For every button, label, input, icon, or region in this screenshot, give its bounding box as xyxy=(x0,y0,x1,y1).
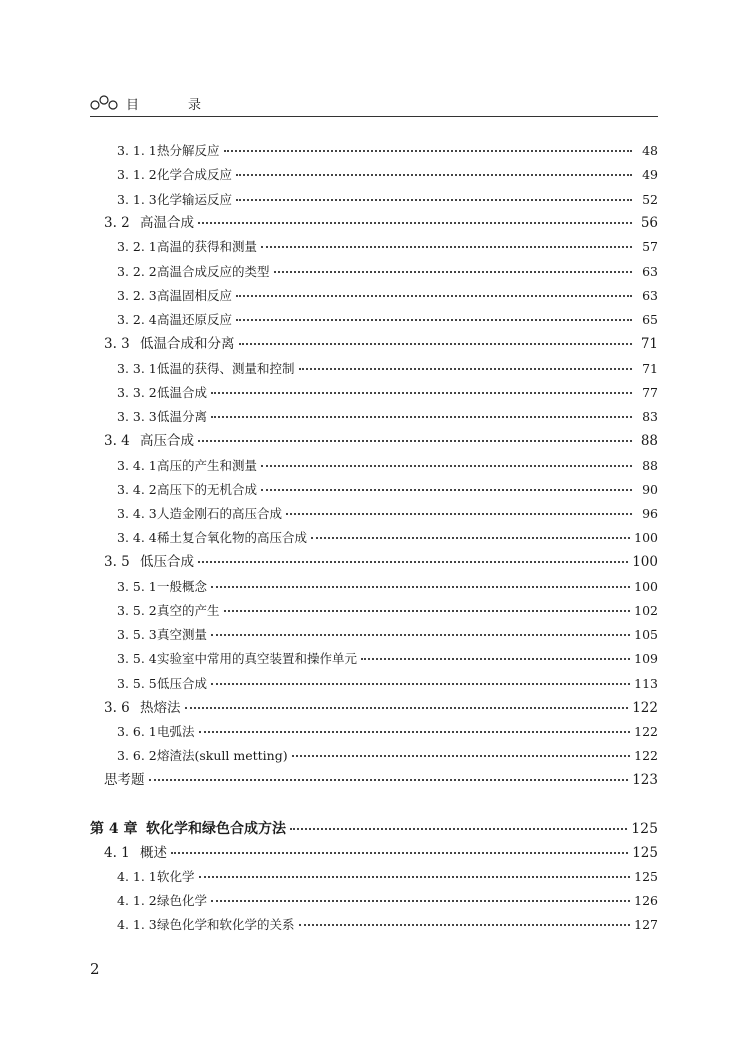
toc-entry-title: 低温合成和分离 xyxy=(140,336,235,352)
toc-entry-page: 57 xyxy=(642,239,658,254)
dot-leader xyxy=(361,657,630,660)
toc-entry[interactable] xyxy=(117,237,658,257)
toc-entry[interactable] xyxy=(117,359,658,379)
toc-entry-page: 100 xyxy=(634,579,658,594)
toc-entry-title: 热分解反应 xyxy=(157,143,220,158)
dot-leader xyxy=(261,464,632,467)
toc-entry-number: 3. 2. 2 xyxy=(117,264,157,279)
toc-entry-number: 3. 3. 1 xyxy=(117,361,157,376)
dot-leader xyxy=(292,754,631,757)
toc-entry-page: 127 xyxy=(634,917,658,932)
toc-entry-number: 3. 2. 4 xyxy=(117,312,157,327)
toc-entry[interactable] xyxy=(104,431,658,451)
toc-entry-title: 人造金刚石的高压合成 xyxy=(157,506,283,521)
toc-entry[interactable] xyxy=(117,262,658,282)
toc-entry-page: 102 xyxy=(634,603,658,618)
toc-entry-title: 实验室中常用的真空装置和操作单元 xyxy=(157,651,358,666)
toc-entry-title: 高温合成反应的类型 xyxy=(157,264,270,279)
toc-entry-number: 3. 1. 2 xyxy=(117,167,157,182)
toc-entry-number: 4. 1. 1 xyxy=(117,869,157,884)
dot-leader xyxy=(198,221,632,224)
dot-leader xyxy=(274,270,632,273)
toc-entry[interactable] xyxy=(117,577,658,597)
toc-entry-number: 3. 5 xyxy=(104,554,130,570)
toc-entry-number: 4. 1 xyxy=(104,845,130,861)
toc-entry-number: 3. 5. 4 xyxy=(117,651,157,666)
toc-entry-page: 49 xyxy=(642,167,658,182)
dot-leader xyxy=(171,851,628,854)
toc-entry-title: 低温合成 xyxy=(157,385,208,400)
toc-entry-title: 高温还原反应 xyxy=(157,312,233,327)
toc-entry-page: 65 xyxy=(642,312,658,327)
toc-entry[interactable] xyxy=(104,213,658,233)
toc-entry-number: 3. 4. 4 xyxy=(117,530,157,545)
toc-entry-page: 123 xyxy=(632,772,658,788)
toc-entry-page: 96 xyxy=(642,506,658,521)
dot-leader xyxy=(198,560,628,563)
dot-leader xyxy=(239,342,633,345)
toc-entry-number: 3. 5. 1 xyxy=(117,579,157,594)
toc-entry-page: 122 xyxy=(632,700,658,716)
toc-entry-number: 3. 4. 3 xyxy=(117,506,157,521)
toc-entry-page: 88 xyxy=(640,433,658,449)
toc-entry-page: 122 xyxy=(634,748,658,763)
toc-entry-title: 真空测量 xyxy=(157,627,208,642)
toc-entry-title: 电弧法 xyxy=(157,724,195,739)
toc-entry-title: 低压合成 xyxy=(140,554,194,570)
toc-entry-page: 105 xyxy=(634,627,658,642)
toc-entry-number: 3. 6 xyxy=(104,700,130,716)
toc-entry-page: 125 xyxy=(631,821,658,837)
dot-leader xyxy=(236,198,632,201)
dot-leader xyxy=(199,875,631,878)
toc-entry-page: 63 xyxy=(642,288,658,303)
dot-leader xyxy=(211,899,630,902)
toc-entry-number: 3. 3. 2 xyxy=(117,385,157,400)
toc-entry[interactable] xyxy=(117,867,658,887)
dot-leader xyxy=(290,827,627,830)
toc-entry-title: 高温的获得和测量 xyxy=(157,239,258,254)
toc-entry-number: 3. 4 xyxy=(104,433,130,449)
toc-entry-number: 3. 6. 2 xyxy=(117,748,157,763)
dot-leader xyxy=(299,923,631,926)
toc-entry-page: 125 xyxy=(634,869,658,884)
toc-entry-title: 低温的获得、测量和控制 xyxy=(157,361,295,376)
toc-entry-title: 低温分离 xyxy=(157,409,208,424)
toc-entry-number: 3. 4. 1 xyxy=(117,458,157,473)
toc-entry-page: 52 xyxy=(642,192,658,207)
toc-entry[interactable] xyxy=(104,698,658,718)
toc-entry-title: 软化学 xyxy=(157,869,195,884)
running-header xyxy=(90,92,658,117)
toc-entry[interactable] xyxy=(117,528,658,548)
toc-entry-number: 3. 1. 1 xyxy=(117,143,157,158)
toc-entry-title: 稀土复合氧化物的高压合成 xyxy=(157,530,308,545)
dot-leader xyxy=(236,318,632,321)
toc-entry[interactable] xyxy=(117,915,658,935)
toc-entry-title: 高温固相反应 xyxy=(157,288,233,303)
toc-entry-page: 109 xyxy=(634,651,658,666)
dot-leader xyxy=(211,585,630,588)
toc-entry-page: 77 xyxy=(642,385,658,400)
toc-entry-number: 3. 4. 2 xyxy=(117,482,157,497)
toc-entry-page: 56 xyxy=(640,215,658,231)
toc-entry-number: 3. 5. 5 xyxy=(117,676,157,691)
toc-entry[interactable] xyxy=(117,674,658,694)
toc-entry-page: 122 xyxy=(634,724,658,739)
toc-entry[interactable] xyxy=(117,504,658,524)
toc-entry-number: 3. 2 xyxy=(104,215,130,231)
toc-entry-number: 3. 1. 3 xyxy=(117,192,157,207)
toc-entry-number: 4. 1. 2 xyxy=(117,893,157,908)
toc-entry[interactable] xyxy=(117,165,658,185)
header-title: 目 录 xyxy=(126,98,220,113)
toc-entry-number: 3. 3. 3 xyxy=(117,409,157,424)
dot-leader xyxy=(211,682,630,685)
toc-entry-title: 一般概念 xyxy=(157,579,208,594)
toc-entry-title: 思考题 xyxy=(104,772,145,788)
toc-entry-title: 高压的产生和测量 xyxy=(157,458,258,473)
dot-leader xyxy=(211,633,630,636)
toc-entry-page: 100 xyxy=(632,554,658,570)
toc-entry[interactable] xyxy=(117,480,658,500)
toc-entry-number: 3. 6. 1 xyxy=(117,724,157,739)
toc-entry-page: 126 xyxy=(634,893,658,908)
dot-leader xyxy=(211,415,632,418)
toc-entry[interactable] xyxy=(117,722,658,742)
dot-leader xyxy=(261,245,632,248)
toc-entry-title: 真空的产生 xyxy=(157,603,220,618)
toc-entry[interactable] xyxy=(90,819,658,839)
toc-entry-page: 48 xyxy=(642,143,658,158)
toc-entry-number: 第 4 章 xyxy=(90,821,138,837)
toc-entry[interactable] xyxy=(117,286,658,306)
toc-entry-title: 软化学和绿色合成方法 xyxy=(146,821,286,837)
dot-leader xyxy=(198,439,632,442)
toc-entry-title: 热熔法 xyxy=(140,700,181,716)
toc-entry-title: 低压合成 xyxy=(157,676,208,691)
toc-entry-number: 3. 3 xyxy=(104,336,130,352)
page-number: 2 xyxy=(90,960,100,978)
toc-entry[interactable] xyxy=(117,891,658,911)
toc-entry[interactable] xyxy=(104,552,658,572)
toc-entry-title: 高压下的无机合成 xyxy=(157,482,258,497)
toc-entry-number: 4. 1. 3 xyxy=(117,917,157,932)
toc-entry[interactable] xyxy=(117,746,658,766)
dot-leader xyxy=(185,706,629,709)
dot-leader xyxy=(224,609,631,612)
toc-entry[interactable] xyxy=(117,649,658,669)
dot-leader xyxy=(149,778,629,781)
toc-entry-title: 化学合成反应 xyxy=(157,167,233,182)
toc-entry[interactable] xyxy=(117,407,658,427)
toc-entry[interactable] xyxy=(104,843,658,863)
toc-entry-number: 3. 2. 3 xyxy=(117,288,157,303)
toc-entry-title: 高温合成 xyxy=(140,215,194,231)
dot-leader xyxy=(261,488,632,491)
toc-entry[interactable] xyxy=(104,770,658,790)
toc-entry[interactable] xyxy=(117,190,658,210)
dot-leader xyxy=(224,149,632,152)
toc-entry-title: 熔渣法(skull metting) xyxy=(157,748,288,763)
toc-entry-page: 100 xyxy=(634,530,658,545)
toc-entry-number: 3. 5. 2 xyxy=(117,603,157,618)
toc-entry-number: 3. 5. 3 xyxy=(117,627,157,642)
toc-entry-page: 71 xyxy=(642,361,658,376)
dot-leader xyxy=(199,730,631,733)
toc-entry-page: 125 xyxy=(632,845,658,861)
toc-entry-page: 113 xyxy=(634,676,658,691)
toc-entry-page: 71 xyxy=(640,336,658,352)
toc-entry-title: 概述 xyxy=(140,845,167,861)
toc-entry[interactable] xyxy=(117,625,658,645)
toc-entry-title: 高压合成 xyxy=(140,433,194,449)
toc-entry-number: 3. 2. 1 xyxy=(117,239,157,254)
dot-leader xyxy=(236,294,632,297)
toc-entry-title: 绿色化学和软化学的关系 xyxy=(157,917,295,932)
toc-entry[interactable] xyxy=(117,601,658,621)
toc-entry-title: 绿色化学 xyxy=(157,893,208,908)
toc-entry-page: 88 xyxy=(642,458,658,473)
dot-leader xyxy=(311,536,630,539)
toc-entry[interactable] xyxy=(117,310,658,330)
toc-entry-page: 63 xyxy=(642,264,658,279)
toc-entry[interactable] xyxy=(117,456,658,476)
toc-entry[interactable] xyxy=(117,141,658,161)
toc-entry-title: 化学输运反应 xyxy=(157,192,233,207)
dot-leader xyxy=(211,391,632,394)
toc-entry[interactable] xyxy=(104,334,658,354)
three-circles-logo-icon xyxy=(90,94,118,112)
dot-leader xyxy=(236,173,632,176)
dot-leader xyxy=(299,367,632,370)
toc-entry-page: 83 xyxy=(642,409,658,424)
toc-entry-page: 90 xyxy=(642,482,658,497)
dot-leader xyxy=(286,512,632,515)
toc-entry[interactable] xyxy=(117,383,658,403)
